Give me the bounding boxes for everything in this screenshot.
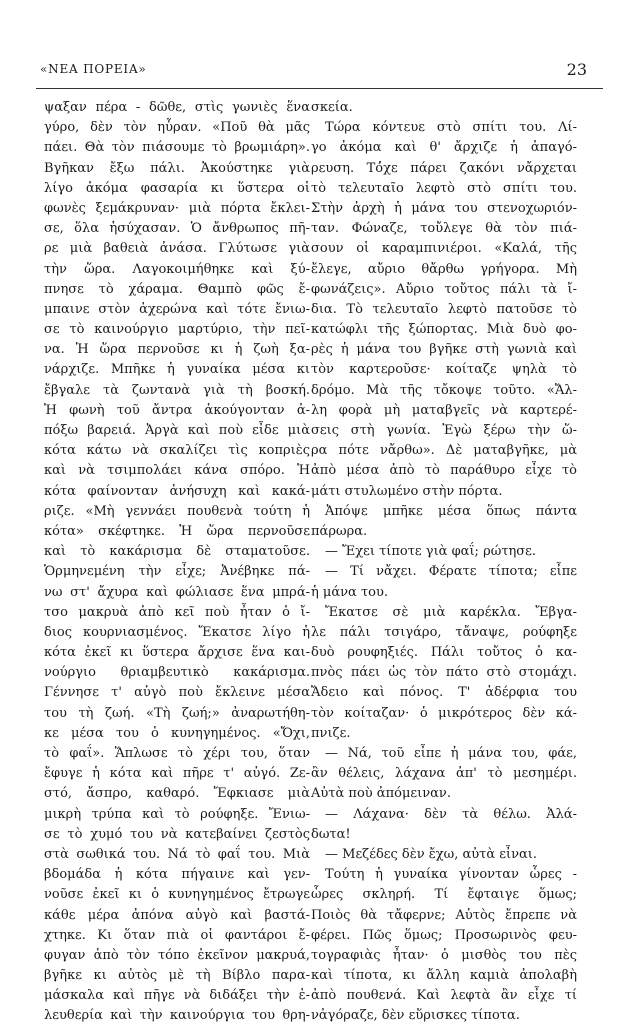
text-line: πνιζε. — [311, 725, 351, 741]
running-title: «ΝΕΑ ΠΟΡΕΙΑ» — [40, 62, 147, 76]
text-line: Βγῆκαν ἔξω πάλι. Ἀκούστηκε γιὰ — [44, 160, 310, 176]
text-line: του τὴ ζωή. «Τὴ ζωή;» ἀναρωτήθη- — [44, 705, 310, 721]
text-line: τσο μακρυὰ ἀπὸ κεῖ ποὺ ἦταν ὁ ἴ- — [44, 604, 310, 620]
text-line: γο ἀκόμα καὶ θ' ἄρχιζε ἡ ἀπαγό- — [311, 140, 577, 156]
text-line: σε, ὅλα ἡσύχασαν. Ὁ ἄνθρωπος πῆ- — [44, 221, 310, 237]
header-rule — [36, 88, 603, 89]
text-line: ρὲς ἡ μάνα του βγῆκε στὴ γωνιὰ καὶ — [311, 342, 577, 358]
text-line: κότα» σκέφτηκε. Ἡ ὥρα περνοῦσε — [44, 523, 310, 539]
text-line: φωνὲς ξεμάκρυναν· μιὰ πόρτα ἔκλει- — [44, 200, 310, 216]
text-line: δια. Τὸ τελευταῖο λεφτὸ πατοῦσε τὸ — [311, 301, 577, 317]
text-line: μπαινε στὸν ἀχερώνα καὶ τότε ἔνιω- — [44, 301, 310, 317]
text-line: μάσκαλα καὶ πῆγε νὰ διδάξει τὴν ἐ- — [44, 988, 310, 1004]
text-line: βδομάδα ἡ κότα πήγαινε καὶ γεν- — [44, 867, 310, 883]
text-line: να. Ἡ ὥρα περνοῦσε κι ἡ ζωὴ ξα- — [44, 342, 310, 358]
text-line: σε τὸ καινούργιο μαρτύριο, τὴν πεῖ- — [44, 322, 310, 338]
text-line: λε πάλι τσιγάρο, τἄναψε, ρούφηξε — [311, 624, 577, 640]
text-line: δωτα! — [311, 826, 351, 842]
text-line: βγῆκε κι αὐτὸς μὲ τὴ Βίβλο παρα- — [44, 968, 310, 984]
text-line: — Ἔχει τίποτε γιὰ φαΐ; ρώτησε. — [325, 544, 537, 560]
text-line: Ὁρμηνεμένη τὴν εἶχε; Ἀνέβηκε πά- — [44, 564, 310, 580]
text-line: κάθε μέρα ἀπόνα αὐγὸ καὶ βαστά- — [44, 907, 310, 923]
text-line: σε τὸ χυμό του νὰ κατεβαίνει ζεστὸς — [44, 826, 310, 842]
text-line: νάρχιζε. Μπῆκε ἡ γυναίκα μέσα κι — [44, 362, 310, 378]
text-line: διος κουρνιασμένος. Ἔκατσε λίγο ἡ — [44, 624, 310, 640]
text-line: ριζε. «Μὴ γεννάει πουθενὰ τούτη ἡ — [44, 503, 310, 519]
text-line: φυγαν ἀπὸ τὸν τόπο ἐκεῖνον μακρυά, — [44, 947, 310, 963]
text-line: φωνάζεις». Αὔριο τοὔτος πάλι τὰ ἴ- — [311, 281, 577, 297]
text-line: Ποιὸς θὰ τἄφερνε; Αὐτὸς ἔπρεπε νὰ — [311, 907, 577, 923]
text-line: ρευση. Τό̓χε πάρει ζακόνι νἄρχεται — [311, 160, 577, 176]
text-line: Ἀπόψε μπῆκε μέσα ὅπως πάντα — [325, 503, 577, 519]
page-number: 23 — [566, 60, 587, 79]
text-line: πνησε τὸ χάραμα. Θαμπὸ φῶς ἔ- — [44, 281, 310, 297]
text-column-right — [311, 98, 577, 1027]
text-line: πόξω βαρειά. Ἀργὰ καὶ ποὺ εἶδε μιὰ — [44, 423, 310, 438]
text-line: λίγο ἀκόμα φασαρία κι ὕστερα οἱ — [44, 180, 310, 196]
text-line: ρε μιὰ βαθειὰ ἀνάσα. Γλύτωσε γιὰ — [44, 241, 310, 257]
text-line: κότα ἐκεῖ κι ὕστερα ἄρχισε ἕνα και- — [44, 645, 310, 661]
text-line: καὶ νὰ τσιμπολάει κάνα σπόρο. Ἡ — [44, 463, 310, 479]
text-line: ἔβγαλε τὰ ζωντανὰ γιὰ τὴ βοσκή. — [44, 382, 310, 398]
text-line: ταν. Φώναζε, τοὔλεγε θὰ τὸν πιά- — [311, 221, 577, 237]
text-line: μάτι στυλωμένο στὴν πόρτα. — [311, 483, 503, 499]
text-line: Ἡ φωνὴ τοῦ ἄντρα ἀκούγονταν ἀ- — [44, 402, 310, 418]
text-line: Τούτη ἡ γυναίκα γίνονταν ὧρες - — [325, 867, 577, 883]
text-line: ρα πότε νἄρθω». Δὲ ματαβγῆκε, μὰ — [311, 443, 577, 459]
text-line: Αὐτὰ ποὺ ἀπόμειναν. — [311, 786, 451, 802]
text-line: κατώφλι τῆς ξώπορτας. Μιὰ δυὸ φο- — [311, 322, 577, 338]
text-line: καὶ τίποτα, κι ἄλλη καμιὰ ἀπολαβὴ — [311, 968, 577, 984]
text-line: κε μέσα του ὁ κυνηγημένος. «Ὄχι, — [44, 725, 310, 741]
text-line: κότα κάτω νὰ σκαλίζει τὶς κοπριὲς — [44, 443, 310, 459]
text-line: μικρὴ τρύπα καὶ τὸ ρούφηξε. Ἔνιω- — [44, 806, 310, 822]
text-line: φέρει. Πῶς ὅμως; Προσωρινὸς φευ- — [311, 927, 577, 943]
text-line: πάει. Θὰ τὸν πιάσουμε τὸ βρωμιάρη». — [44, 140, 310, 156]
text-line: νἀγόραζε, δὲν εὕρισκες τίποτα. — [311, 1008, 520, 1024]
text-line: Τώρα κόντευε στὸ σπίτι του. Λί- — [325, 120, 577, 136]
text-line: Ἔκατσε σὲ μιὰ καρέκλα. Ἔβγα- — [325, 604, 577, 620]
text-line: στό, ἄσπρο, καθαρό. Ἔφκιασε μιὰ — [44, 786, 310, 802]
text-line: λη φορὰ μὴ ματαβγεῖς νὰ καρτερέ- — [311, 402, 577, 418]
text-line: ὧρες σκληρή. Τί ἔφταιγε ὅμως; — [311, 887, 577, 903]
text-line: σουν οἱ καραμπινιέροι. «Καλά, τῆς — [311, 241, 577, 257]
text-line: ἡ μάνα του. — [311, 584, 389, 600]
text-line: λευθερία καὶ τὴν καινούργια του θρη- — [44, 1008, 310, 1024]
text-line: νω στ' ἄχυρα καὶ φώλιασε ἕνα μπρά- — [44, 584, 310, 600]
text-line: — Τί νἄχει. Φέρατε τίποτα; εἶπε — [325, 564, 577, 580]
text-line: τὴν ὥρα. Λαγοκοιμήθηκε καὶ ξύ- — [44, 261, 310, 277]
text-line: Στὴν ἀρχὴ ἡ μάνα του στενοχωριόν- — [311, 200, 577, 216]
text-line: τὸ τελευταῖο λεφτὸ στὸ σπίτι του. — [311, 180, 577, 196]
text-line: χτηκε. Κι ὅταν πιὰ οἱ φαντάροι ἔ- — [44, 927, 310, 943]
text-line: νούργιο θριαμβευτικὸ κακάρισμα. — [44, 665, 310, 681]
text-line: σεις στὴ γωνία. Ἐγὼ ξέρω τὴν ὥ- — [311, 423, 577, 438]
text-line: καὶ τὸ κακάρισμα δὲ σταματοῦσε. — [44, 544, 310, 560]
text-line: — Μεζέδες δὲν ἔχω, αὐτὰ εἶναι. — [325, 846, 538, 862]
text-line: ἀπὸ μέσα ἀπὸ τὸ παράθυρο εἶχε τὸ — [311, 463, 577, 479]
text-line: ἀπὸ πουθενά. Καὶ λεφτὰ ἂν εἶχε τί — [311, 988, 577, 1004]
text-line: στὰ σωθικά του. Νά τὸ φαΐ του. Μιὰ — [44, 846, 310, 862]
text-line: σκεία. — [311, 100, 353, 115]
text-line: ἂν θέλεις, λάχανα ἀπ' τὸ μεσημέρι. — [311, 766, 577, 782]
text-line: τογραφιὰς ἦταν· ὁ μισθὸς του πὲς — [311, 947, 577, 963]
text-line: Γέννησε τ' αὐγὸ ποὺ ἔκλεινε μέσα — [44, 685, 310, 701]
text-line: ἔλεγε, αὔριο θἄρθω γρήγορα. Μὴ — [311, 261, 577, 277]
text-line: δρόμο. Μὰ τῆς τὄκοψε τοῦτο. «Ἄλ- — [311, 382, 577, 398]
text-line: τὸ φαΐ». Ἅπλωσε τὸ χέρι του, ὅταν — [44, 746, 310, 761]
text-line: — Λάχανα· δὲν τὰ θέλω. Ἀλά- — [325, 806, 577, 822]
text-line: ἔφυγε ἡ κότα καὶ πῆρε τ' αὐγό. Ζε- — [44, 766, 310, 782]
text-line: τὸν καρτεροῦσε· κοίταζε ψηλὰ τὸ — [311, 362, 577, 378]
text-line: ψαξαν πέρα - δῶθε, στὶς γωνιὲς ἕνα — [44, 100, 310, 115]
text-line: δυὸ ρουφηξιές. Πάλι τοὔτος ὁ κα- — [311, 645, 577, 661]
text-line: νοῦσε ἐκεῖ κι ὁ κυνηγημένος ἔτρωγε — [44, 887, 310, 903]
text-column-left — [44, 98, 310, 1027]
text-line: κότα φαίνονταν ἀνήσυχη καὶ κακά- — [44, 483, 310, 499]
text-line: πνὸς πάει ὡς τὸν πάτο στὸ στομάχι. — [311, 665, 577, 681]
text-line: τὸν κοίταζαν· ὁ μικρότερος δὲν κά- — [311, 705, 577, 721]
text-line: πάρωρα. — [311, 523, 368, 539]
text-line: — Νά, τοῦ εἶπε ἡ μάνα του, φάε, — [325, 746, 577, 761]
text-line: γύρο, δὲν τὸν ηὗραν. «Ποῦ θὰ μᾶς — [44, 120, 310, 136]
text-line: Ἄδειο καὶ πόνος. Τ' ἀδέρφια του — [311, 685, 577, 701]
